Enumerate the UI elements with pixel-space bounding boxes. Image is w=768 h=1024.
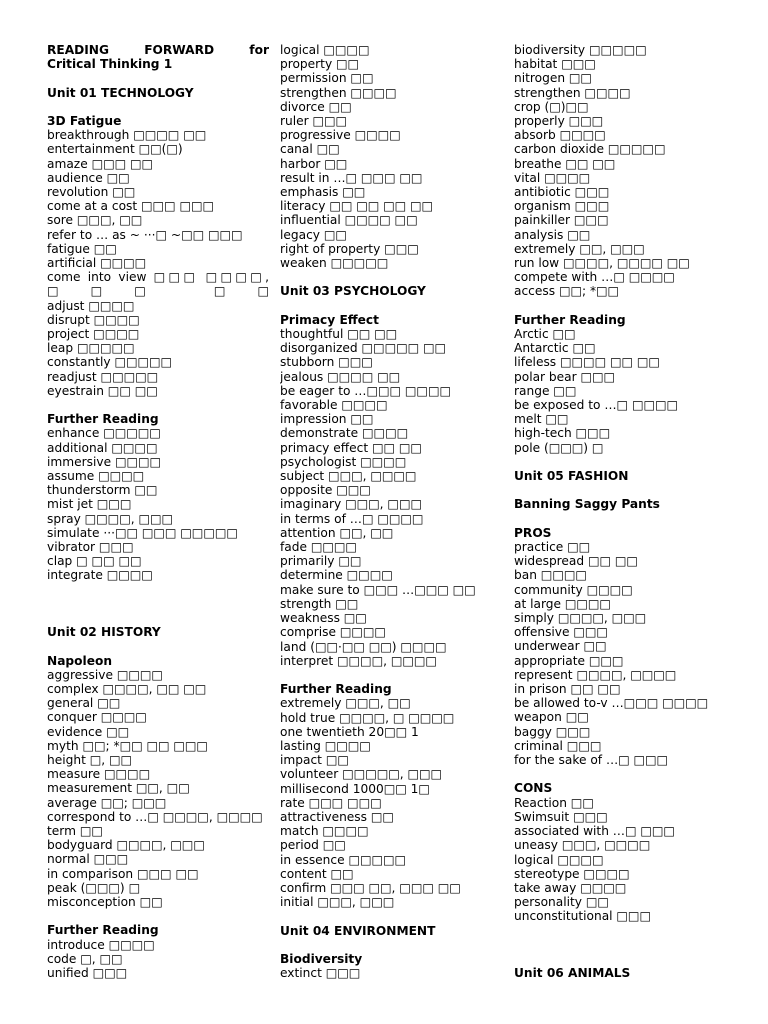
vocab-entry: measure □□□□ xyxy=(47,767,151,782)
spacer xyxy=(514,767,736,781)
vocab-entry: additional □□□□ xyxy=(47,440,158,455)
vocab-entry: take away □□□□ xyxy=(514,880,627,895)
vocab-entry: community □□□□ xyxy=(514,582,633,597)
vocab-entry: confirm □□□ □□, □□□ □□ xyxy=(280,880,461,895)
vocab-entry: readjust □□□□□ xyxy=(47,369,159,384)
vocab-entry: constantly □□□□□ xyxy=(47,355,173,370)
column-3 xyxy=(514,43,736,980)
vocab-entry: impact □□ xyxy=(280,753,349,768)
vocab-entry: lasting □□□□ xyxy=(280,738,371,753)
vocab-entry: determine □□□□ xyxy=(280,568,393,583)
vocab-entry: appropriate □□□ xyxy=(514,653,624,668)
vocab-entry: period □□ xyxy=(280,838,346,853)
section-heading: READING FORWARD for xyxy=(47,43,269,57)
vocab-entry: project □□□□ xyxy=(47,327,140,342)
vocab-entry: emphasis □□ xyxy=(280,185,366,200)
vocab-entry: be allowed to-v …□□□ □□□□ xyxy=(514,696,709,711)
spacer xyxy=(280,938,502,952)
vocab-entry: habitat □□□ xyxy=(514,57,596,72)
vocab-entry: audience □□ xyxy=(47,170,130,185)
vocab-entry: aggressive □□□□ xyxy=(47,667,163,682)
section-heading: Unit 02 HISTORY xyxy=(47,625,161,640)
vocab-entry: access □□; *□□ xyxy=(514,284,620,299)
vocab-entry: Arctic □□ xyxy=(514,327,576,342)
vocab-entry: unconstitutional □□□ xyxy=(514,909,651,924)
vocab-entry: hold true □□□□, □ □□□□ xyxy=(280,710,455,725)
vocab-entry: associated with …□ □□□ xyxy=(514,824,675,839)
vocab-entry: range □□ xyxy=(514,383,577,398)
vocab-entry: canal □□ xyxy=(280,142,340,157)
vocab-entry: leap □□□□□ xyxy=(47,341,135,356)
vocab-entry: fade □□□□ xyxy=(280,540,357,555)
vocab-entry: correspond to …□ □□□□, □□□□ xyxy=(47,809,263,824)
vocab-entry: biodiversity □□□□□ xyxy=(514,43,647,57)
vocab-entry: polar bear □□□ xyxy=(514,369,616,384)
vocab-entry: initial □□□, □□□ xyxy=(280,895,395,910)
vocab-entry: in essence □□□□□ xyxy=(280,852,407,867)
vocab-entry: lifeless □□□□ □□ □□ xyxy=(514,355,660,370)
vocab-entry: thunderstorm □□ xyxy=(47,483,158,498)
vocab-entry: represent □□□□, □□□□ xyxy=(514,667,677,682)
vocab-entry: result in …□ □□□ □□ xyxy=(280,170,423,185)
vocab-entry: run low □□□□, □□□□ □□ xyxy=(514,256,690,271)
spacer xyxy=(280,299,502,313)
vocab-entry: logical □□□□ xyxy=(280,43,370,57)
vocab-entry: weakness □□ xyxy=(280,611,367,626)
vocab-entry: Reaction □□ xyxy=(514,795,594,810)
vocab-entry: evidence □□ xyxy=(47,724,130,739)
vocab-entry: logical □□□□ xyxy=(514,852,604,867)
vocab-entry: painkiller □□□ xyxy=(514,213,609,228)
vocab-entry: Swimsuit □□□ xyxy=(514,809,608,824)
spacer xyxy=(514,455,736,469)
vocab-entry: extinct □□□ xyxy=(280,966,361,981)
vocab-entry: at large □□□□ xyxy=(514,596,611,611)
section-heading: CONS xyxy=(514,781,553,796)
vocab-entry: spray □□□□, □□□ xyxy=(47,511,174,526)
vocab-entry: right of property □□□ xyxy=(280,241,419,256)
spacer xyxy=(47,611,269,625)
vocab-entry: widespread □□ □□ xyxy=(514,554,638,569)
vocab-entry: clap □ □□ □□ xyxy=(47,554,142,569)
vocab-entry: primarily □□ xyxy=(280,554,362,569)
vocab-entry: strengthen □□□□ xyxy=(280,85,397,100)
vocab-entry: content □□ xyxy=(280,866,354,881)
vocab-entry: imaginary □□□, □□□ xyxy=(280,497,422,512)
vocab-entry: immersive □□□□ xyxy=(47,454,162,469)
vocab-entry: criminal □□□ xyxy=(514,738,602,753)
vocab-entry: attractiveness □□ xyxy=(280,809,394,824)
vocab-entry: psychologist □□□□ xyxy=(280,454,407,469)
vocab-entry: nitrogen □□ xyxy=(514,71,592,86)
vocab-entry: introduce □□□□ xyxy=(47,937,155,952)
vocab-entry: for the sake of …□ □□□ xyxy=(514,753,669,768)
vocab-entry: favorable □□□□ xyxy=(280,398,388,413)
vocab-entry: breathe □□ □□ xyxy=(514,156,616,171)
spacer xyxy=(47,398,269,412)
vocab-entry: high-tech □□□ xyxy=(514,426,611,441)
vocab-entry: absorb □□□□ xyxy=(514,128,606,143)
vocab-entry: come at a cost □□□ □□□ xyxy=(47,199,214,214)
vocab-entry: permission □□ xyxy=(280,71,374,86)
vocab-entry: weapon □□ xyxy=(514,710,589,725)
vocab-entry: demonstrate □□□□ xyxy=(280,426,409,441)
section-heading: Further Reading xyxy=(280,682,392,697)
vocab-entry: progressive □□□□ xyxy=(280,128,401,143)
vocab-entry: Antarctic □□ xyxy=(514,341,596,356)
vocab-entry: in terms of …□ □□□□ xyxy=(280,511,424,526)
vocab-entry: offensive □□□ xyxy=(514,625,608,640)
vocab-entry: primacy effect □□ □□ xyxy=(280,440,422,455)
vocab-entry: normal □□□ xyxy=(47,852,129,867)
vocab-entry: adjust □□□□ xyxy=(47,298,135,313)
vocab-entry: weaken □□□□□ xyxy=(280,256,389,271)
vocab-entry: myth □□; *□□ □□ □□□ xyxy=(47,738,208,753)
vocab-entry: properly □□□ xyxy=(514,114,604,129)
vocab-entry: uneasy □□□, □□□□ xyxy=(514,838,651,853)
vocab-entry: strengthen □□□□ xyxy=(514,85,631,100)
vocab-entry: simulate ···□□ □□□ □□□□□ xyxy=(47,525,238,540)
spacer xyxy=(514,952,736,966)
vocab-entry: come into view □□□ □□□□, □□□ □□ xyxy=(47,270,269,299)
vocab-entry: measurement □□, □□ xyxy=(47,781,190,796)
section-heading: Napoleon xyxy=(47,653,113,668)
vocab-entry: attention □□, □□ xyxy=(280,525,394,540)
vocab-entry: average □□; □□□ xyxy=(47,795,167,810)
vocab-entry: vibrator □□□ xyxy=(47,540,134,555)
vocab-entry: opposite □□□ xyxy=(280,483,371,498)
spacer xyxy=(47,639,269,653)
vocab-entry: misconception □□ xyxy=(47,895,163,910)
vocab-entry: antibiotic □□□ xyxy=(514,185,610,200)
vocab-entry: crop (□)□□ xyxy=(514,99,589,114)
vocab-entry: impression □□ xyxy=(280,412,374,427)
vocab-entry: extremely □□□, □□ xyxy=(280,696,411,711)
vocab-entry: extremely □□, □□□ xyxy=(514,241,645,256)
vocab-entry: stubborn □□□ xyxy=(280,355,373,370)
spacer xyxy=(47,71,269,85)
vocab-entry: disorganized □□□□□ □□ xyxy=(280,341,447,356)
vocab-entry: comprise □□□□ xyxy=(280,625,386,640)
section-heading: Unit 03 PSYCHOLOGY xyxy=(280,284,426,299)
spacer xyxy=(280,909,502,923)
section-heading: Banning Saggy Pants xyxy=(514,497,660,512)
vocab-entry: volunteer □□□□□, □□□ xyxy=(280,767,443,782)
vocab-entry: influential □□□□ □□ xyxy=(280,213,418,228)
vocab-entry: one twentieth 20□□ 1 xyxy=(280,724,419,739)
spacer xyxy=(280,270,502,284)
vocab-entry: fatigue □□ xyxy=(47,241,117,256)
vocab-entry: baggy □□□ xyxy=(514,724,591,739)
vocab-entry: legacy □□ xyxy=(280,227,347,242)
spacer xyxy=(514,483,736,497)
vocab-entry: bodyguard □□□□, □□□ xyxy=(47,838,205,853)
vocab-entry: thoughtful □□ □□ xyxy=(280,327,398,342)
vocab-entry: eyestrain □□ □□ xyxy=(47,383,158,398)
vocab-entry: unified □□□ xyxy=(47,966,128,981)
spacer xyxy=(514,299,736,313)
vocab-entry: rate □□□ □□□ xyxy=(280,795,382,810)
section-heading: PROS xyxy=(514,525,552,540)
vocab-entry: height □, □□ xyxy=(47,753,133,768)
spacer xyxy=(514,512,736,526)
vocab-entry: mist jet □□□ xyxy=(47,497,132,512)
vocab-entry: complex □□□□, □□ □□ xyxy=(47,682,207,697)
vocab-entry: carbon dioxide □□□□□ xyxy=(514,142,666,157)
vocab-entry: personality □□ xyxy=(514,895,609,910)
vocab-entry: interpret □□□□, □□□□ xyxy=(280,653,437,668)
vocab-entry: organism □□□ xyxy=(514,199,610,214)
vocab-entry: match □□□□ xyxy=(280,824,369,839)
section-heading: 3D Fatigue xyxy=(47,113,122,128)
column-2 xyxy=(280,43,502,980)
vocab-entry: vital □□□□ xyxy=(514,170,591,185)
vocab-entry: analysis □□ xyxy=(514,227,591,242)
vocab-entry: property □□ xyxy=(280,57,360,72)
section-heading: Further Reading xyxy=(47,412,159,427)
vocab-entry: refer to … as ~ ···□ ~□□ □□□ xyxy=(47,227,243,242)
vocab-entry: in prison □□ □□ xyxy=(514,682,621,697)
vocab-entry: melt □□ xyxy=(514,412,569,427)
vocab-entry: term □□ xyxy=(47,824,103,839)
section-heading: Biodiversity xyxy=(280,951,363,966)
vocab-entry: subject □□□, □□□□ xyxy=(280,469,417,484)
vocab-entry: simply □□□□, □□□ xyxy=(514,611,647,626)
vocab-entry: pole (□□□) □ xyxy=(514,440,604,455)
vocab-entry: be eager to …□□□ □□□□ xyxy=(280,383,451,398)
spacer xyxy=(47,909,269,923)
vocab-entry: disrupt □□□□ xyxy=(47,312,140,327)
section-heading: Critical Thinking 1 xyxy=(47,57,173,72)
section-heading: Unit 05 FASHION xyxy=(514,469,629,484)
spacer xyxy=(280,668,502,682)
vocab-entry: ban □□□□ xyxy=(514,568,587,583)
vocab-entry: artificial □□□□ xyxy=(47,256,147,271)
vocab-entry: stereotype □□□□ xyxy=(514,866,630,881)
vocab-entry: compete with …□ □□□□ xyxy=(514,270,675,285)
vocab-entry: millisecond 1000□□ 1□ xyxy=(280,781,430,796)
section-heading: Unit 01 TECHNOLOGY xyxy=(47,85,194,100)
vocab-entry: ruler □□□ xyxy=(280,114,348,129)
vocab-entry: jealous □□□□ □□ xyxy=(280,369,401,384)
vocab-entry: conquer □□□□ xyxy=(47,710,147,725)
vocab-entry: strength □□ xyxy=(280,596,359,611)
vocab-entry: amaze □□□ □□ xyxy=(47,156,154,171)
vocab-entry: sore □□□, □□ xyxy=(47,213,143,228)
spacer xyxy=(514,924,736,938)
vocab-entry: peak (□□□) □ xyxy=(47,880,141,895)
vocab-entry: be exposed to …□ □□□□ xyxy=(514,398,679,413)
vocab-entry: land (□□·□□ □□) □□□□ xyxy=(280,639,447,654)
vocab-entry: entertainment □□(□) xyxy=(47,142,183,157)
section-heading: Further Reading xyxy=(514,312,626,327)
vocab-entry: harbor □□ xyxy=(280,156,348,171)
spacer xyxy=(47,583,269,597)
vocab-entry: revolution □□ xyxy=(47,185,136,199)
spacer xyxy=(514,938,736,952)
vocab-entry: in comparison □□□ □□ xyxy=(47,866,199,881)
vocab-entry: integrate □□□□ xyxy=(47,568,153,583)
spacer xyxy=(47,597,269,611)
vocab-entry: practice □□ xyxy=(514,540,591,555)
vocab-entry: make sure to □□□ …□□□ □□ xyxy=(280,582,476,597)
vocab-entry: assume □□□□ xyxy=(47,469,145,484)
column-1 xyxy=(47,43,269,980)
vocab-entry: general □□ xyxy=(47,696,121,711)
section-heading: Unit 04 ENVIRONMENT xyxy=(280,923,436,938)
vocab-entry: enhance □□□□□ xyxy=(47,426,161,441)
section-heading: Unit 06 ANIMALS xyxy=(514,966,631,981)
vocab-entry: underwear □□ xyxy=(514,639,607,654)
vocab-entry: literacy □□ □□ □□ □□ xyxy=(280,199,434,214)
section-heading: Further Reading xyxy=(47,923,159,938)
vocab-entry: code □, □□ xyxy=(47,951,123,966)
spacer xyxy=(47,100,269,114)
vocab-entry: breakthrough □□□□ □□ xyxy=(47,128,207,143)
section-heading: Primacy Effect xyxy=(280,312,379,327)
vocab-entry: divorce □□ xyxy=(280,99,352,114)
